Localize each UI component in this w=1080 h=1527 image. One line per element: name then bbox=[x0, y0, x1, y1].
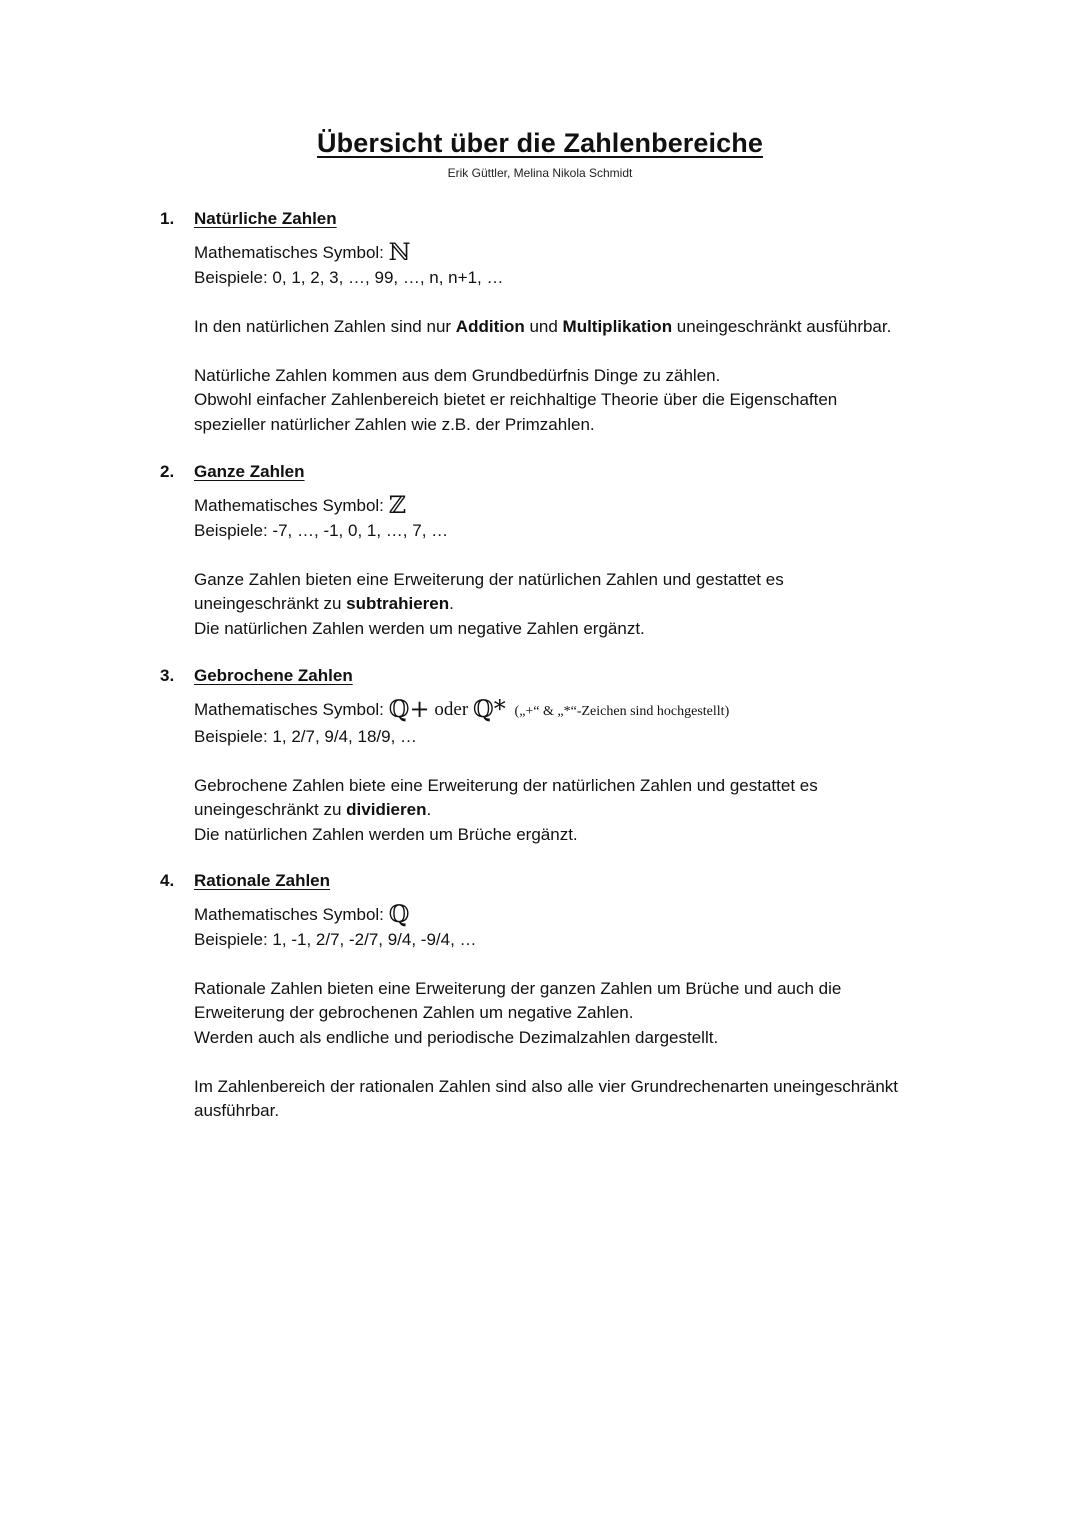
examples-line: Beispiele: 1, 2/7, 9/4, 18/9, … bbox=[194, 726, 418, 746]
section-heading bbox=[160, 460, 980, 484]
symbol-line bbox=[194, 902, 980, 928]
paragraph-line: uneingeschränkt zu subtrahieren. bbox=[194, 594, 454, 613]
symbol-line bbox=[194, 240, 980, 266]
symbol-line bbox=[194, 697, 980, 725]
symbol-note: („+“ & „*“-Zeichen sind hochgestellt) bbox=[514, 704, 730, 719]
section-ganze-zahlen bbox=[160, 460, 980, 641]
symbol-or: oder bbox=[434, 699, 469, 720]
examples-line: Beispiele: 1, -1, 2/7, -2/7, 9/4, -9/4, … bbox=[194, 929, 477, 949]
positive-rationals-symbol: ℚ+ bbox=[388, 695, 430, 723]
section-body bbox=[194, 240, 980, 437]
paragraph-line: uneingeschränkt zu dividieren. bbox=[194, 800, 432, 819]
section-rationale-zahlen bbox=[160, 869, 980, 1124]
paragraph-line: Erweiterung der gebrochenen Zahlen um negative Zahlen. bbox=[194, 1003, 634, 1022]
section-title: Ganze Zahlen bbox=[194, 462, 305, 481]
paragraph-line: ausführbar. bbox=[194, 1101, 280, 1120]
section-title: Gebrochene Zahlen bbox=[194, 666, 353, 685]
section-body bbox=[194, 697, 980, 847]
paragraph-line: Werden auch als endliche und periodische Dezimalzahlen dargestellt. bbox=[194, 1027, 719, 1047]
section-body bbox=[194, 493, 980, 641]
section-heading bbox=[160, 664, 980, 688]
symbol-label: Mathematisches Symbol: bbox=[194, 243, 384, 262]
authors: Erik Güttler, Melina Nikola Schmidt bbox=[447, 166, 633, 180]
section-heading bbox=[160, 869, 980, 893]
page-title: Übersicht über die Zahlenbereiche bbox=[317, 128, 763, 158]
section-title: Natürliche Zahlen bbox=[194, 209, 337, 228]
section-number: 3. bbox=[160, 666, 175, 685]
examples-line: Beispiele: 0, 1, 2, 3, …, 99, …, n, n+1, … bbox=[194, 267, 504, 287]
paragraph: In den natürlichen Zahlen sind nur Addition und Multiplikation uneingeschränkt ausführbar. bbox=[194, 316, 892, 336]
symbol-label: Mathematisches Symbol: bbox=[194, 496, 384, 515]
section-natuerliche-zahlen bbox=[160, 207, 980, 437]
section-number: 1. bbox=[160, 209, 175, 228]
paragraph-line: Die natürlichen Zahlen werden um Brüche ergänzt. bbox=[194, 824, 578, 844]
paragraph-line: Gebrochene Zahlen biete eine Erweiterung der natürlichen Zahlen und gestattet es bbox=[194, 775, 818, 795]
naturals-symbol: ℕ bbox=[388, 238, 411, 266]
paragraph-line: Rationale Zahlen bieten eine Erweiterung der ganzen Zahlen um Brüche und auch die bbox=[194, 978, 842, 998]
symbol-line bbox=[194, 493, 980, 519]
section-number: 2. bbox=[160, 462, 175, 481]
rationals-symbol: ℚ bbox=[388, 900, 410, 928]
section-heading bbox=[160, 207, 980, 231]
symbol-label: Mathematisches Symbol: bbox=[194, 905, 384, 924]
paragraph-line: Natürliche Zahlen kommen aus dem Grundbedürfnis Dinge zu zählen. bbox=[194, 365, 721, 385]
section-body bbox=[194, 902, 980, 1124]
positive-rationals-symbol-alt: ℚ* bbox=[472, 695, 506, 723]
section-number: 4. bbox=[160, 871, 175, 890]
paragraph-line: Ganze Zahlen bieten eine Erweiterung der natürlichen Zahlen und gestattet es bbox=[194, 569, 784, 589]
paragraph-line: spezieller natürlicher Zahlen wie z.B. der Primzahlen. bbox=[194, 414, 595, 434]
section-gebrochene-zahlen bbox=[160, 664, 980, 847]
paragraph-line: Im Zahlenbereich der rationalen Zahlen sind also alle vier Grundrechenarten uneingeschränkt bbox=[194, 1076, 899, 1096]
section-title: Rationale Zahlen bbox=[194, 871, 331, 890]
integers-symbol: ℤ bbox=[388, 491, 407, 519]
symbol-label: Mathematisches Symbol: bbox=[194, 700, 384, 719]
paragraph-line: Obwohl einfacher Zahlenbereich bietet er reichhaltige Theorie über die Eigenschaften bbox=[194, 390, 838, 409]
paragraph-line: Die natürlichen Zahlen werden um negative Zahlen ergänzt. bbox=[194, 618, 645, 638]
examples-line: Beispiele: -7, …, -1, 0, 1, …, 7, … bbox=[194, 520, 449, 540]
